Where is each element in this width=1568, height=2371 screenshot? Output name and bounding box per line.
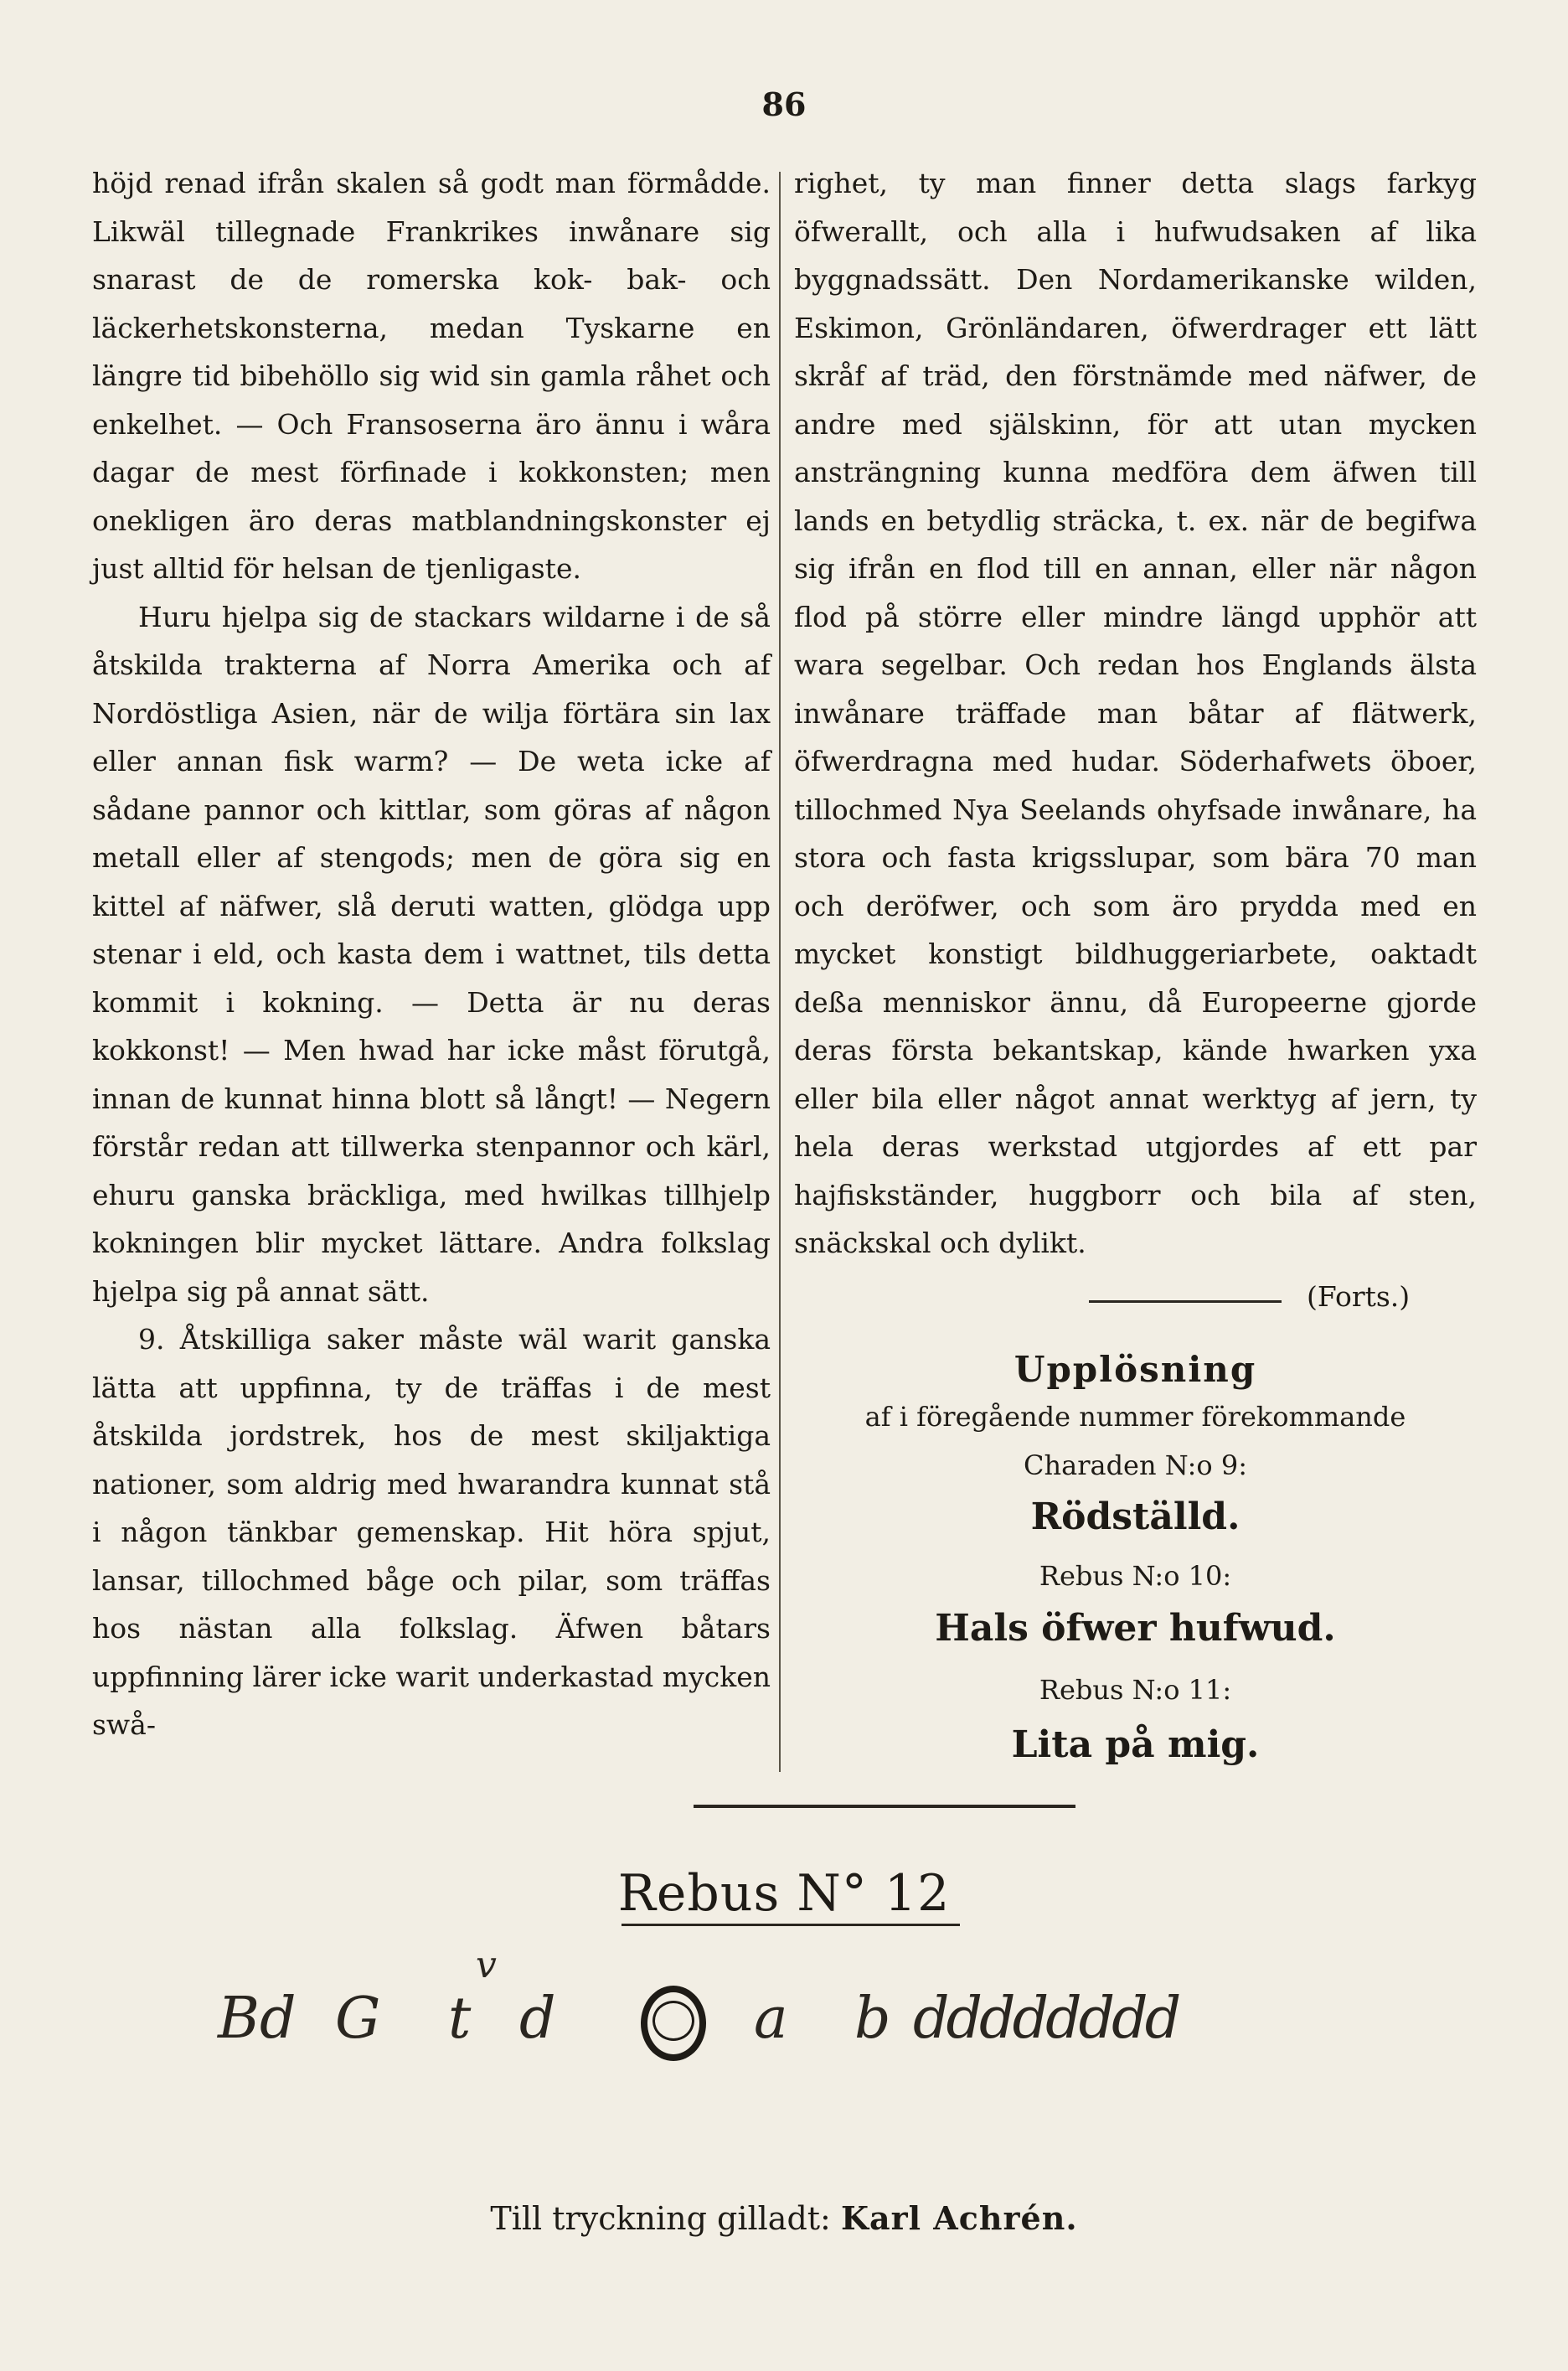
right-column xyxy=(794,159,1477,1268)
rebus-puzzle xyxy=(193,1986,1407,2086)
solution-title: Upplösning xyxy=(1014,1349,1257,1390)
rebus-accent-mark: v xyxy=(476,1944,497,1986)
column-divider xyxy=(779,172,781,1772)
imprimatur-prefix: Till tryckning gilladt: xyxy=(490,2200,831,2237)
solution-label: Rebus N:o 11: xyxy=(1039,1674,1232,1706)
rebus-glyph: d xyxy=(519,1986,556,2052)
continued-note: (Forts.) xyxy=(1307,1280,1411,1313)
paragraph: righet, ty man finner detta slags farkyg öfwerallt, och alla i hufwudsaken af lika byggnadssätt. Den Nordamerikanske wilden, Eskimon, Grönländaren, öfwerdrager ett lätt skråf af träd, den förstnämde med näfwer, de andre med själskinn, för att utan mycken ansträngning kunna medföra dem äfwen till lands en betydlig sträcka, t. ex. när de begifwa sig ifrån en flod till en annan, eller när någon flod på större eller mindre längd upphör att wara segelbar. Och redan hos Englands älsta inwånare träffade man båtar af flätwerk, öfwerdragna med hudar. Söderhafwets öboer, tillochmed Nya Seelands ohyfsade inwånare, ha stora och fasta krigsslupar, som bära 70 man och deröfwer, och som äro prydda med en mycket konstigt bildhuggeriarbete, oaktadt deßa menniskor ännu, då Europeerne gjorde deras första bekantskap, kände hwarken yxa eller bila eller något annat werktyg af jern, ty hela deras werkstad utgjordes af ett par hajfiskständer, huggborr och bila af sten, snäckskal och dylikt. xyxy=(794,167,1477,1259)
rebus-title-underline xyxy=(622,1924,960,1926)
rebus-glyph: G xyxy=(335,1986,381,2052)
rebus-glyph: b xyxy=(854,1986,891,2052)
solution-answer: Rödställd. xyxy=(1030,1495,1240,1538)
rebus-title: Rebus N° 12 xyxy=(617,1864,951,1923)
section-separator xyxy=(694,1805,1075,1808)
solution-label: Charaden N:o 9: xyxy=(1024,1449,1247,1481)
paragraph: Huru hjelpa sig de stackars wildarne i de så åtskilda trakterna af Norra Amerika och af Nordöstliga Asien, när de wilja förtära sin lax eller annan fisk warm? — De weta icke af sådane pannor och kittlar, som göras af någon metall eller af stengods; men de göra sig en kittel af näfwer, slå deruti watten, glödga upp stenar i eld, och kasta dem i wattnet, tils detta kommit i kokning. — Detta är nu deras kokkonst! — Men hwad har icke måst förutgå, innan de kunnat hinna blott så långt! — Negern förstår redan att tillwerka stenpannor och kärl, ehuru ganska bräckliga, med hwilkas tillhjelp kokningen blir mycket lättare. Andra folkslag hjelpa sig på annat sätt. xyxy=(92,600,771,1308)
page-number: 86 xyxy=(761,85,807,123)
paragraph: höjd renad ifrån skalen så godt man förmådde. Likwäl tillegnade Frankrikes inwånare sig snarast de de romerska kok- bak- och läckerhetskonsterna, medan Tyskarne en längre tid bibehöllo sig wid sin gamla råhet och enkelhet. — Och Fransoserna äro ännu i wåra dagar de mest förfinade i kokkonsten; men onekligen äro deras matblandningskonster ej just alltid för helsan de tjenligaste. xyxy=(92,167,771,585)
solution-answer: Hals öfwer hufwud. xyxy=(935,1607,1336,1650)
solution-label: Rebus N:o 10: xyxy=(1039,1560,1232,1592)
article-end-rule xyxy=(1089,1300,1282,1303)
rebus-glyph: t xyxy=(448,1986,472,2052)
solution-subtitle: af i föregående nummer förekommande xyxy=(864,1401,1406,1433)
rebus-glyph: Bd xyxy=(218,1986,297,2052)
ring-icon xyxy=(641,1986,706,2061)
left-column xyxy=(92,159,771,1749)
solution-answer: Lita på mig. xyxy=(1011,1723,1260,1766)
imprimatur-name: Karl Achrén. xyxy=(840,2199,1078,2237)
paragraph: 9. Åtskilliga saker måste wäl warit ganska lätta att uppfinna, ty de träffas i de mest åtskilda jordstrek, hos de mest skiljaktiga nationer, som aldrig med hwarandra kunnat stå i någon tänkbar gemenskap. Hit höra spjut, lansar, tillochmed båge och pilar, som träffas hos nästan alla folkslag. Äfwen båtars uppfinning lärer icke warit underkastad mycken swå- xyxy=(92,1323,771,1741)
rebus-glyph: a xyxy=(754,1986,788,2052)
imprimatur xyxy=(0,2199,1568,2237)
rebus-glyph: dddddddd xyxy=(913,1986,1179,2052)
